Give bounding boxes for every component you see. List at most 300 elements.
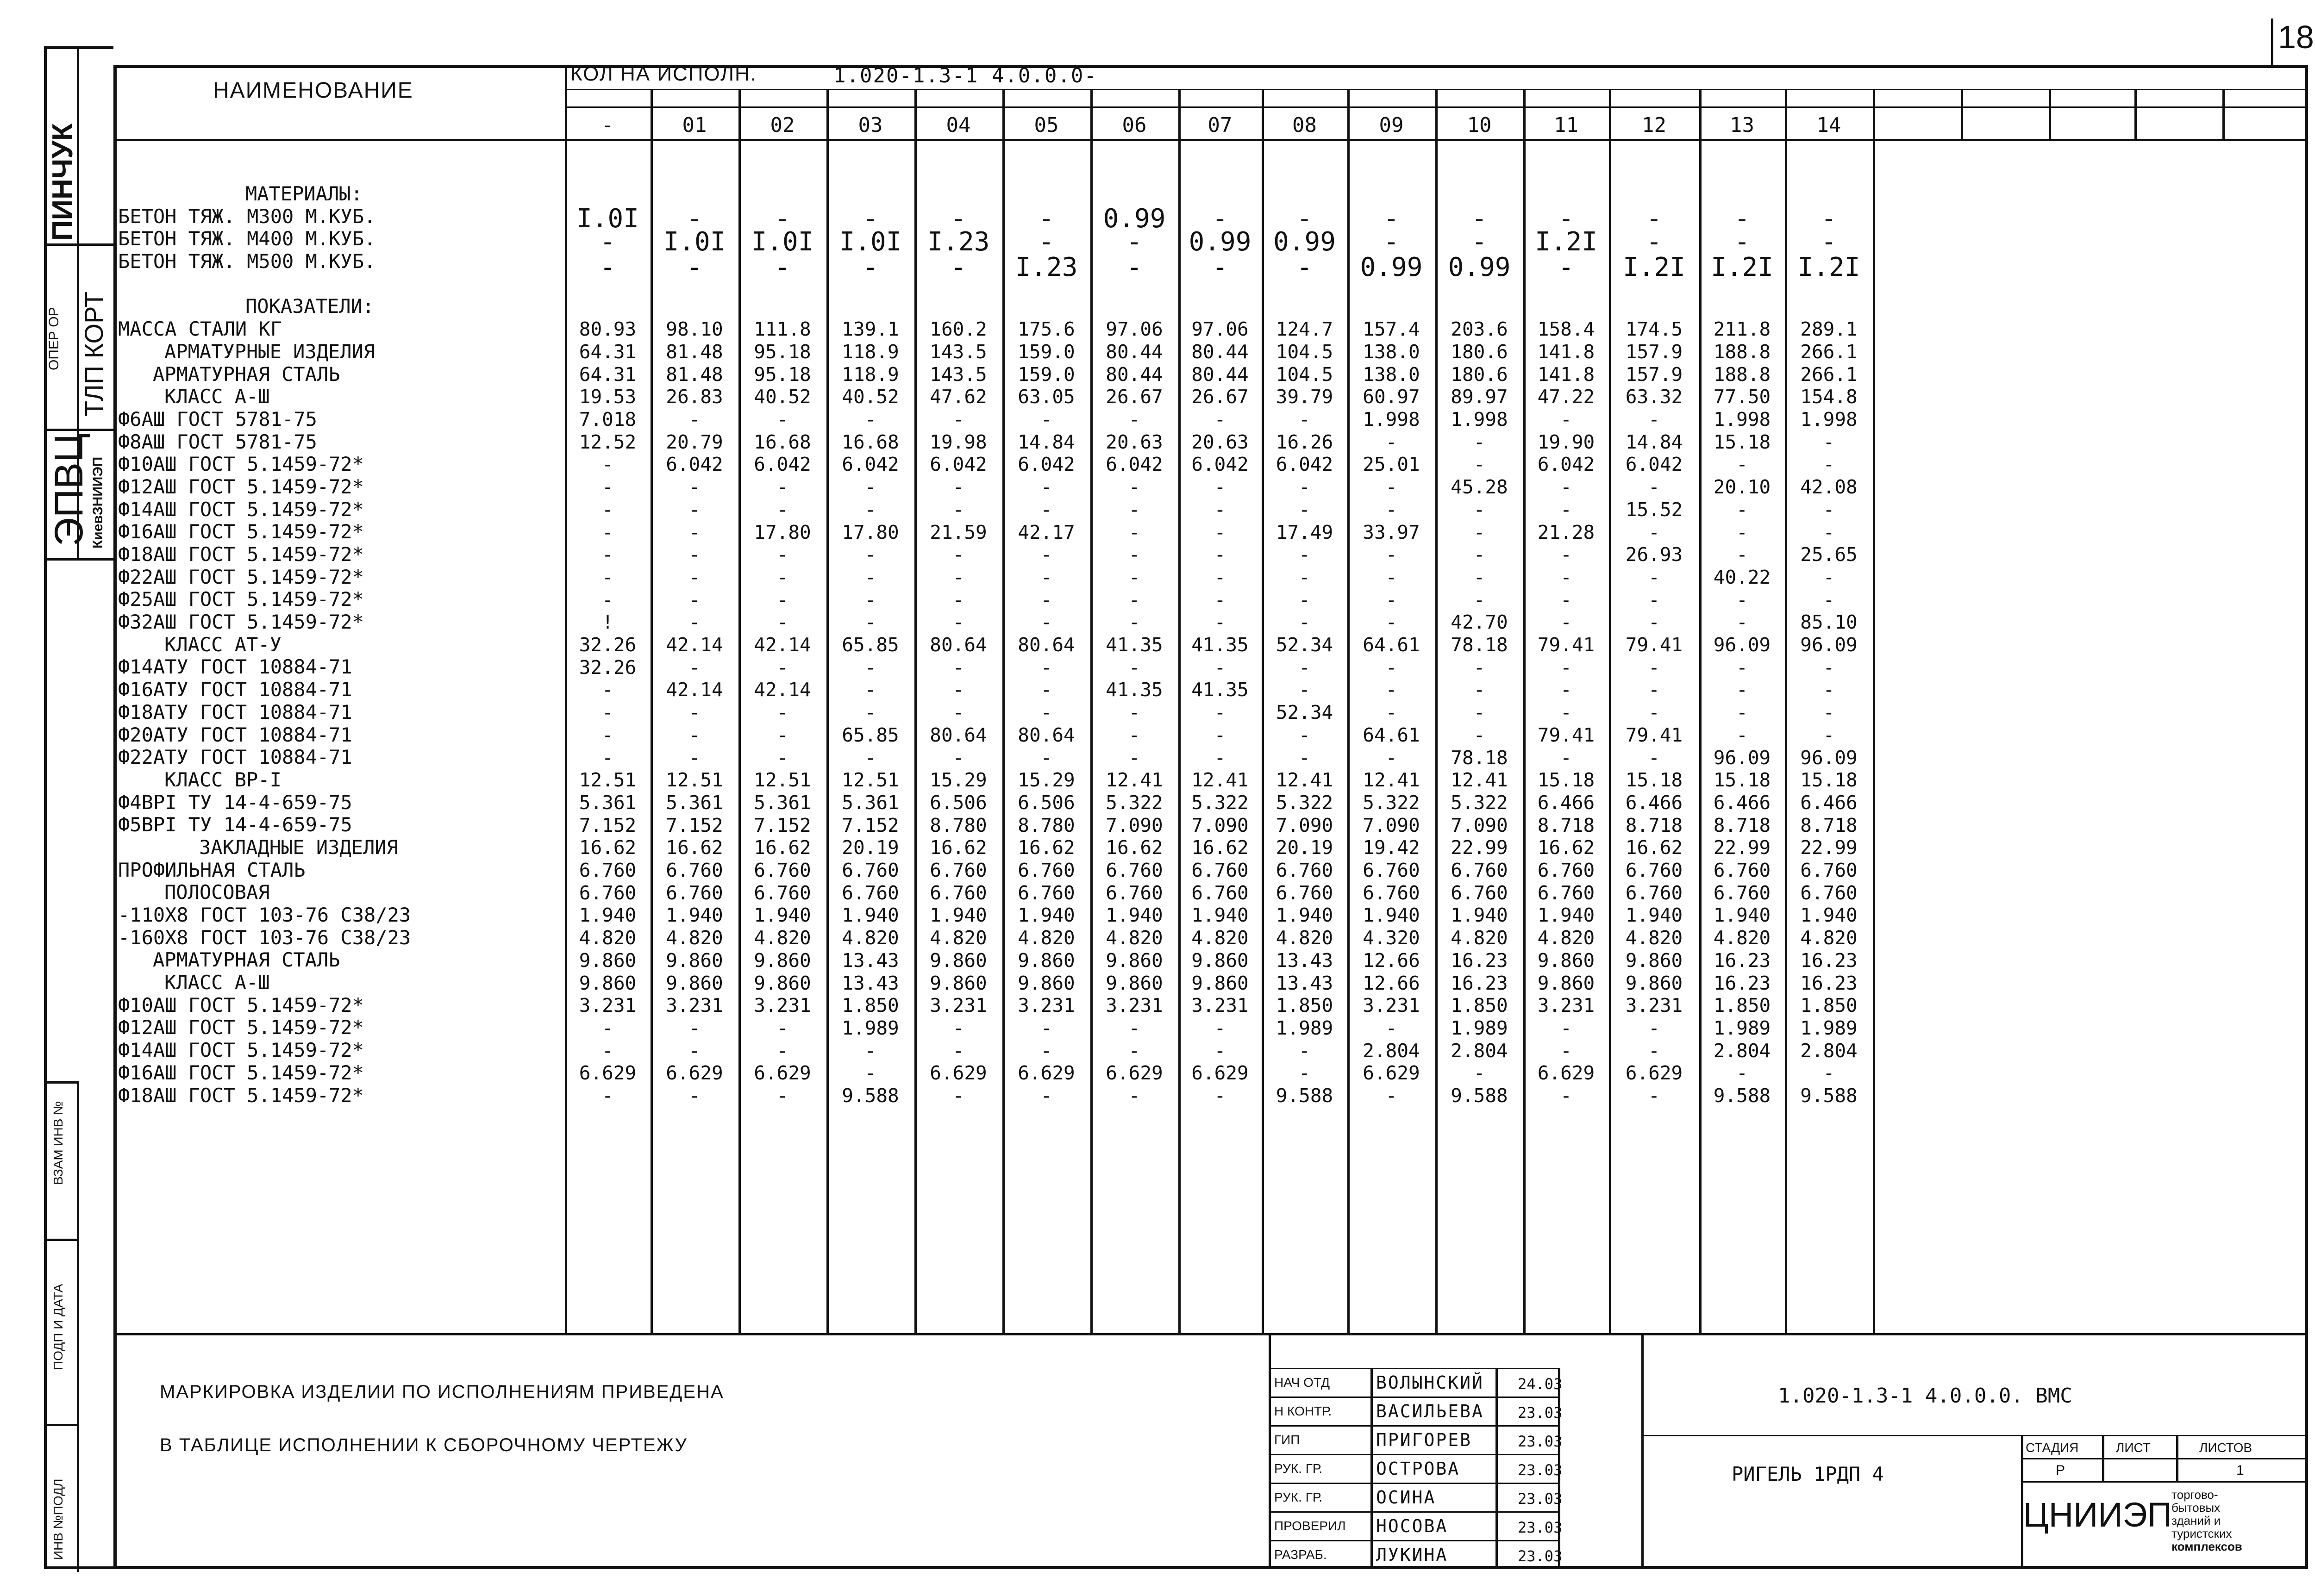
sidebar-org3: ТЛП КОРТ bbox=[79, 291, 108, 417]
value-cell: 21.59 bbox=[930, 521, 987, 543]
row-name: КЛАСС АТ-У bbox=[164, 633, 282, 656]
value-cell: 64.61 bbox=[1363, 634, 1420, 656]
row-name: БЕТОН ТЯЖ. М500 М.КУБ. bbox=[118, 250, 376, 273]
titleblock-org: ЦНИИЭП bbox=[2023, 1496, 2172, 1534]
value-cell: - bbox=[1560, 746, 1572, 769]
value-cell: 289.1 bbox=[1800, 318, 1858, 341]
value-cell: - bbox=[1385, 476, 1397, 499]
signature-row-line bbox=[1269, 1396, 1558, 1398]
value-cell: - bbox=[1560, 1085, 1572, 1107]
row-name: Ф25АШ ГОСТ 5.1459-72* bbox=[118, 588, 364, 611]
value-cell: - bbox=[688, 701, 701, 724]
value-column bbox=[1699, 318, 1785, 1107]
row-name: -110Х8 ГОСТ 103-76 С38/23 bbox=[118, 904, 411, 926]
value-cell: - bbox=[1040, 408, 1052, 430]
value-cell: - bbox=[1214, 1085, 1226, 1107]
value-cell: - bbox=[1299, 408, 1310, 430]
value-cell: - bbox=[1214, 521, 1226, 543]
value-cell: 6.629 bbox=[1106, 1062, 1163, 1085]
row-name: ПОЛОСОВАЯ bbox=[164, 881, 270, 904]
value-cell: 16.23 bbox=[1451, 972, 1508, 994]
value-cell: 4.820 bbox=[666, 927, 723, 949]
value-cell: - bbox=[1128, 611, 1140, 634]
value-cell: - bbox=[1214, 1016, 1226, 1039]
row-name: Ф18АШ ГОСТ 5.1459-72* bbox=[118, 543, 364, 566]
value-cell: 6.760 bbox=[579, 881, 637, 904]
signature-row-line bbox=[1269, 1483, 1558, 1484]
row-name: Ф12АШ ГОСТ 5.1459-72* bbox=[118, 475, 364, 498]
value-cell: 7.152 bbox=[754, 814, 811, 836]
value-cell: 1.940 bbox=[579, 904, 637, 927]
row-name: Ф14АШ ГОСТ 5.1459-72* bbox=[118, 1039, 364, 1062]
value-cell: - bbox=[864, 476, 876, 499]
value-column bbox=[1785, 318, 1873, 1107]
value-column bbox=[1002, 318, 1090, 1107]
value-cell: 16.23 bbox=[1451, 949, 1508, 972]
signature-divider bbox=[1495, 1368, 1498, 1569]
value-cell: - bbox=[1299, 679, 1310, 701]
value-cell: - bbox=[1214, 588, 1226, 611]
value-cell: 3.231 bbox=[930, 994, 987, 1017]
value-cell: 6.042 bbox=[1537, 453, 1595, 476]
value-cell: 4.820 bbox=[754, 927, 811, 949]
value-cell: 20.63 bbox=[1106, 430, 1163, 453]
value-cell: - bbox=[1214, 566, 1226, 588]
value-cell: - bbox=[1736, 679, 1748, 701]
value-cell: 154.8 bbox=[1800, 386, 1858, 408]
value-cell: 118.9 bbox=[842, 340, 899, 363]
value-cell: 6.629 bbox=[1537, 1062, 1595, 1085]
value-cell: - bbox=[1560, 701, 1572, 724]
value-cell: - bbox=[1473, 498, 1485, 521]
value-cell: 6.042 bbox=[1106, 453, 1163, 476]
value-cell: 118.9 bbox=[842, 363, 899, 386]
value-cell: 3.231 bbox=[579, 994, 637, 1017]
value-cell: 79.41 bbox=[1537, 634, 1595, 656]
material-value: I.0I bbox=[663, 227, 726, 257]
row-names bbox=[118, 183, 558, 1107]
value-cell: 42.70 bbox=[1451, 611, 1508, 634]
value-cell: - bbox=[688, 1085, 701, 1107]
stage-col2 bbox=[2176, 1435, 2178, 1481]
value-cell: - bbox=[952, 588, 964, 611]
value-cell: 20.19 bbox=[842, 836, 899, 859]
value-cell: - bbox=[688, 566, 701, 588]
value-cell: - bbox=[1214, 611, 1226, 634]
column-divider bbox=[1873, 89, 1875, 1334]
value-cell: - bbox=[1128, 656, 1140, 679]
value-cell: 9.860 bbox=[666, 949, 723, 972]
value-cell: - bbox=[952, 701, 964, 724]
value-cell: - bbox=[952, 408, 964, 430]
column-divider bbox=[1961, 89, 1963, 139]
value-cell: 64.61 bbox=[1363, 723, 1420, 746]
value-cell: 143.5 bbox=[930, 340, 987, 363]
value-cell: 42.14 bbox=[754, 679, 811, 701]
value-cell: - bbox=[1299, 1062, 1310, 1085]
value-cell: 111.8 bbox=[754, 318, 811, 341]
value-cell: - bbox=[602, 588, 613, 611]
value-cell: - bbox=[1214, 746, 1226, 769]
value-cell: - bbox=[1385, 611, 1397, 634]
value-cell: 4.820 bbox=[1018, 927, 1075, 949]
row-name: Ф5ВРI ТУ 14-4-659-75 bbox=[118, 813, 352, 836]
column-header: 11 bbox=[1554, 113, 1578, 137]
value-cell: 5.322 bbox=[1106, 791, 1163, 814]
value-cell: 21.28 bbox=[1537, 521, 1595, 543]
material-value: - bbox=[1471, 227, 1487, 257]
value-cell: - bbox=[1128, 588, 1140, 611]
value-cell: 6.042 bbox=[842, 453, 899, 476]
material-value: - bbox=[775, 252, 790, 282]
value-cell: - bbox=[688, 521, 701, 543]
value-cell: 3.231 bbox=[1363, 994, 1420, 1017]
value-cell: 14.84 bbox=[1625, 430, 1683, 453]
column-divider bbox=[2222, 89, 2225, 139]
value-cell: 9.860 bbox=[1191, 949, 1249, 972]
value-column bbox=[1609, 318, 1699, 1107]
material-value: - bbox=[600, 252, 616, 282]
value-cell: 175.6 bbox=[1018, 318, 1075, 341]
column-header: 08 bbox=[1292, 113, 1317, 137]
signature-date: 23.03 bbox=[1518, 1490, 1563, 1508]
value-cell: 79.41 bbox=[1537, 723, 1595, 746]
value-cell: 77.50 bbox=[1713, 386, 1771, 408]
value-cell: 78.18 bbox=[1451, 746, 1508, 769]
value-cell: 8.718 bbox=[1713, 814, 1771, 836]
row-name: Ф10АШ ГОСТ 5.1459-72* bbox=[118, 453, 364, 476]
value-cell: 2.804 bbox=[1800, 1039, 1858, 1062]
value-cell: 47.62 bbox=[930, 386, 987, 408]
value-cell: - bbox=[1128, 1039, 1140, 1062]
signature-row-line bbox=[1269, 1454, 1558, 1455]
value-cell: 4.820 bbox=[930, 927, 987, 949]
value-cell: 80.44 bbox=[1191, 340, 1249, 363]
value-cell: 3.231 bbox=[754, 994, 811, 1017]
value-cell: 1.940 bbox=[1625, 904, 1683, 927]
value-cell: - bbox=[1473, 521, 1485, 543]
value-cell: 19.90 bbox=[1537, 430, 1595, 453]
value-cell: 5.361 bbox=[754, 791, 811, 814]
value-cell: - bbox=[1299, 723, 1310, 746]
value-cell: 141.8 bbox=[1537, 340, 1595, 363]
sidebar-org1: ЭПВЦ bbox=[47, 433, 91, 546]
value-cell: 9.860 bbox=[1537, 949, 1595, 972]
material-value: 0.99 bbox=[1273, 227, 1336, 257]
value-cell: 4.820 bbox=[1451, 927, 1508, 949]
value-cell: 1.940 bbox=[1106, 904, 1163, 927]
value-cell: - bbox=[776, 498, 788, 521]
value-cell: - bbox=[1299, 498, 1310, 521]
value-cell: - bbox=[1128, 566, 1140, 588]
value-cell: - bbox=[1128, 1016, 1140, 1039]
value-cell: 42.08 bbox=[1800, 476, 1858, 499]
value-cell: - bbox=[1823, 701, 1835, 724]
value-cell: 26.83 bbox=[666, 386, 723, 408]
value-cell: 12.66 bbox=[1363, 949, 1420, 972]
page-number-divider bbox=[2271, 19, 2273, 65]
titleblock-divider bbox=[1641, 1333, 1644, 1569]
value-cell: 95.18 bbox=[754, 340, 811, 363]
value-cell: 12.41 bbox=[1191, 769, 1249, 792]
value-cell: - bbox=[1040, 1085, 1052, 1107]
stage-value: Р bbox=[2056, 1463, 2065, 1478]
value-cell: - bbox=[1299, 588, 1310, 611]
value-cell: - bbox=[952, 1016, 964, 1039]
value-cell: 6.760 bbox=[666, 859, 723, 882]
value-cell: 5.361 bbox=[579, 791, 637, 814]
value-cell: - bbox=[776, 476, 788, 499]
value-cell: 139.1 bbox=[842, 318, 899, 341]
signature-name: ЛУКИНА bbox=[1376, 1545, 1448, 1565]
value-cell: 6.760 bbox=[842, 859, 899, 882]
value-cell: - bbox=[864, 679, 876, 701]
value-cell: 6.629 bbox=[1191, 1062, 1249, 1085]
value-cell: 12.66 bbox=[1363, 972, 1420, 994]
value-cell: 7.090 bbox=[1106, 814, 1163, 836]
value-cell: 42.14 bbox=[754, 634, 811, 656]
signature-role: РУК. ГР. bbox=[1274, 1461, 1323, 1476]
material-value: I.2I bbox=[1623, 252, 1685, 282]
value-cell: 6.629 bbox=[1363, 1062, 1420, 1085]
value-cell: 16.23 bbox=[1713, 972, 1771, 994]
value-cell: 15.18 bbox=[1713, 430, 1771, 453]
value-cell: - bbox=[1299, 543, 1310, 566]
value-cell: - bbox=[1385, 543, 1397, 566]
value-cell: - bbox=[1648, 1016, 1660, 1039]
note-line2: В ТАБЛИЦЕ ИСПОЛНЕНИИ К СБОРОЧНОМУ ЧЕРТЕЖУ bbox=[160, 1435, 688, 1455]
value-cell: 1.850 bbox=[842, 994, 899, 1017]
value-cell: - bbox=[1040, 611, 1052, 634]
value-cell: 188.8 bbox=[1713, 363, 1771, 386]
value-cell: - bbox=[864, 1039, 876, 1062]
value-cell: - bbox=[688, 1039, 701, 1062]
value-cell: 97.06 bbox=[1106, 318, 1163, 341]
value-cell: 4.820 bbox=[842, 927, 899, 949]
value-cell: - bbox=[1128, 543, 1140, 566]
value-cell: 42.14 bbox=[666, 634, 723, 656]
value-cell: 7.090 bbox=[1276, 814, 1333, 836]
value-cell: - bbox=[776, 1016, 788, 1039]
value-cell: - bbox=[602, 1016, 613, 1039]
sheets-label: ЛИСТОВ bbox=[2199, 1440, 2252, 1455]
value-cell: 3.231 bbox=[666, 994, 723, 1017]
value-cell: - bbox=[1648, 1039, 1660, 1062]
value-cell: - bbox=[1128, 723, 1140, 746]
material-value: 0.99 bbox=[1189, 227, 1251, 257]
value-cell: 60.97 bbox=[1363, 386, 1420, 408]
value-cell: 3.231 bbox=[1018, 994, 1075, 1017]
value-cell: - bbox=[1214, 408, 1226, 430]
value-cell: 13.43 bbox=[842, 949, 899, 972]
value-cell: 79.41 bbox=[1625, 634, 1683, 656]
value-cell: - bbox=[1214, 723, 1226, 746]
value-cell: 4.820 bbox=[1713, 927, 1771, 949]
value-cell: 41.35 bbox=[1106, 634, 1163, 656]
value-cell: 158.4 bbox=[1537, 318, 1595, 341]
value-cell: 40.52 bbox=[754, 386, 811, 408]
value-cell: 138.0 bbox=[1363, 340, 1420, 363]
value-cell: - bbox=[1648, 521, 1660, 543]
value-cell: 26.93 bbox=[1625, 543, 1683, 566]
value-cell: 64.31 bbox=[579, 340, 637, 363]
value-cell: - bbox=[1214, 1039, 1226, 1062]
value-cell: - bbox=[1040, 656, 1052, 679]
value-cell: 85.10 bbox=[1800, 611, 1858, 634]
value-cell: 22.99 bbox=[1713, 836, 1771, 859]
value-cell: 9.860 bbox=[1106, 949, 1163, 972]
value-cell: 1.940 bbox=[1537, 904, 1595, 927]
value-cell: - bbox=[1299, 566, 1310, 588]
value-cell: 52.34 bbox=[1276, 634, 1333, 656]
value-cell: - bbox=[1299, 611, 1310, 634]
value-cell: - bbox=[1128, 498, 1140, 521]
value-cell: 45.28 bbox=[1451, 476, 1508, 499]
titleblock-line1 bbox=[1641, 1435, 2308, 1436]
value-cell: - bbox=[1560, 679, 1572, 701]
value-cell: 7.090 bbox=[1191, 814, 1249, 836]
value-column bbox=[1178, 318, 1262, 1107]
value-cell: 6.760 bbox=[1363, 881, 1420, 904]
signature-divider bbox=[1370, 1368, 1373, 1569]
material-value: - bbox=[1558, 204, 1574, 234]
value-cell: - bbox=[864, 611, 876, 634]
material-value: - bbox=[1212, 204, 1228, 234]
value-cell: 16.62 bbox=[666, 836, 723, 859]
value-cell: 180.6 bbox=[1451, 363, 1508, 386]
value-cell: - bbox=[688, 723, 701, 746]
value-cell: 41.35 bbox=[1191, 634, 1249, 656]
value-cell: 39.79 bbox=[1276, 386, 1333, 408]
value-cell: 9.860 bbox=[579, 972, 637, 994]
value-cell: 22.99 bbox=[1800, 836, 1858, 859]
material-value: - bbox=[1039, 227, 1054, 257]
value-cell: 1.998 bbox=[1713, 408, 1771, 430]
signature-role: РАЗРАБ. bbox=[1274, 1547, 1327, 1562]
value-cell: - bbox=[1214, 498, 1226, 521]
material-value: I.23 bbox=[927, 227, 990, 257]
value-cell: 52.34 bbox=[1276, 701, 1333, 724]
value-cell: 20.63 bbox=[1191, 430, 1249, 453]
value-cell: - bbox=[688, 611, 701, 634]
value-cell: - bbox=[864, 566, 876, 588]
value-cell: - bbox=[688, 408, 701, 430]
value-cell: - bbox=[952, 566, 964, 588]
value-cell: - bbox=[1736, 521, 1748, 543]
signature-date: 23.03 bbox=[1518, 1404, 1563, 1421]
signature-row-line bbox=[1269, 1425, 1558, 1427]
row-name: Ф10АШ ГОСТ 5.1459-72* bbox=[118, 993, 364, 1016]
signature-date: 23.03 bbox=[1518, 1519, 1563, 1536]
value-cell: 15.18 bbox=[1537, 769, 1595, 792]
value-cell: - bbox=[602, 566, 613, 588]
value-cell: 12.41 bbox=[1106, 769, 1163, 792]
value-cell: - bbox=[1214, 543, 1226, 566]
value-cell: 266.1 bbox=[1800, 340, 1858, 363]
material-value: - bbox=[1296, 252, 1313, 282]
value-cell: 180.6 bbox=[1451, 340, 1508, 363]
qty-header: КОЛ НА ИСПОЛН. bbox=[570, 62, 757, 85]
value-cell: - bbox=[1736, 701, 1748, 724]
value-cell: 7.152 bbox=[666, 814, 723, 836]
row-name: Ф22АТУ ГОСТ 10884-71 bbox=[118, 746, 352, 769]
value-cell: - bbox=[602, 701, 613, 724]
value-cell: 1.998 bbox=[1363, 408, 1420, 430]
row-name: ПРОФИЛЬНАЯ СТАЛЬ bbox=[118, 858, 306, 881]
value-cell: - bbox=[1823, 588, 1835, 611]
value-cell: - bbox=[864, 701, 876, 724]
value-cell: - bbox=[1560, 611, 1572, 634]
value-cell: 203.6 bbox=[1451, 318, 1508, 341]
value-cell: 9.860 bbox=[754, 972, 811, 994]
value-cell: 20.79 bbox=[666, 430, 723, 453]
row-name: ПОКАЗАТЕЛИ: bbox=[245, 295, 375, 318]
value-cell: 17.49 bbox=[1276, 521, 1333, 543]
value-cell: 12.41 bbox=[1363, 769, 1420, 792]
value-cell: - bbox=[1214, 656, 1226, 679]
value-cell: 41.35 bbox=[1191, 679, 1249, 701]
value-cell: - bbox=[952, 611, 964, 634]
row-name: Ф14АШ ГОСТ 5.1459-72* bbox=[118, 498, 364, 521]
value-cell: - bbox=[952, 498, 964, 521]
value-cell: 143.5 bbox=[930, 363, 987, 386]
sidebar-stamp3: ИНВ №ПОДЛ bbox=[51, 1478, 65, 1560]
value-cell: 22.99 bbox=[1451, 836, 1508, 859]
signature-row-line bbox=[1269, 1511, 1558, 1513]
value-cell: - bbox=[688, 746, 701, 769]
value-cell: - bbox=[1648, 746, 1660, 769]
value-cell: 42.14 bbox=[666, 679, 723, 701]
value-cell: 64.31 bbox=[579, 363, 637, 386]
value-cell: 95.18 bbox=[754, 363, 811, 386]
value-cell: 25.01 bbox=[1363, 453, 1420, 476]
value-cell: - bbox=[776, 611, 788, 634]
value-cell: 7.090 bbox=[1363, 814, 1420, 836]
value-cell: 9.860 bbox=[1537, 972, 1595, 994]
value-cell: 15.18 bbox=[1713, 769, 1771, 792]
value-cell: 1.940 bbox=[930, 904, 987, 927]
material-value: - bbox=[687, 252, 702, 282]
value-cell: 6.760 bbox=[1537, 881, 1595, 904]
value-cell: 97.06 bbox=[1191, 318, 1249, 341]
value-cell: 9.860 bbox=[930, 949, 987, 972]
value-cell: - bbox=[776, 566, 788, 588]
material-value: - bbox=[951, 252, 966, 282]
material-value: - bbox=[1646, 227, 1662, 257]
value-cell: - bbox=[688, 498, 701, 521]
value-cell: 89.97 bbox=[1451, 386, 1508, 408]
column-header: 13 bbox=[1730, 113, 1754, 137]
value-cell: - bbox=[776, 746, 788, 769]
value-cell: - bbox=[1128, 701, 1140, 724]
value-cell: 42.17 bbox=[1018, 521, 1075, 543]
value-cell: - bbox=[1823, 566, 1835, 588]
value-cell: 6.629 bbox=[1625, 1062, 1683, 1085]
stage-row2 bbox=[2021, 1481, 2308, 1483]
value-cell: - bbox=[1560, 1016, 1572, 1039]
value-cell: 63.32 bbox=[1625, 386, 1683, 408]
value-cell: 6.760 bbox=[1800, 859, 1858, 882]
value-column bbox=[1347, 318, 1435, 1107]
signature-name: ОСТРОВА bbox=[1376, 1459, 1460, 1479]
value-cell: 6.042 bbox=[930, 453, 987, 476]
value-cell: 6.760 bbox=[1451, 881, 1508, 904]
value-cell: 3.231 bbox=[1106, 994, 1163, 1017]
value-cell: 15.18 bbox=[1800, 769, 1858, 792]
sidebar-oper: ОПЕР ОР bbox=[46, 307, 62, 370]
value-cell: 16.26 bbox=[1276, 430, 1333, 453]
titleblock-title: РИГЕЛЬ 1РДП 4 bbox=[1732, 1463, 1884, 1485]
